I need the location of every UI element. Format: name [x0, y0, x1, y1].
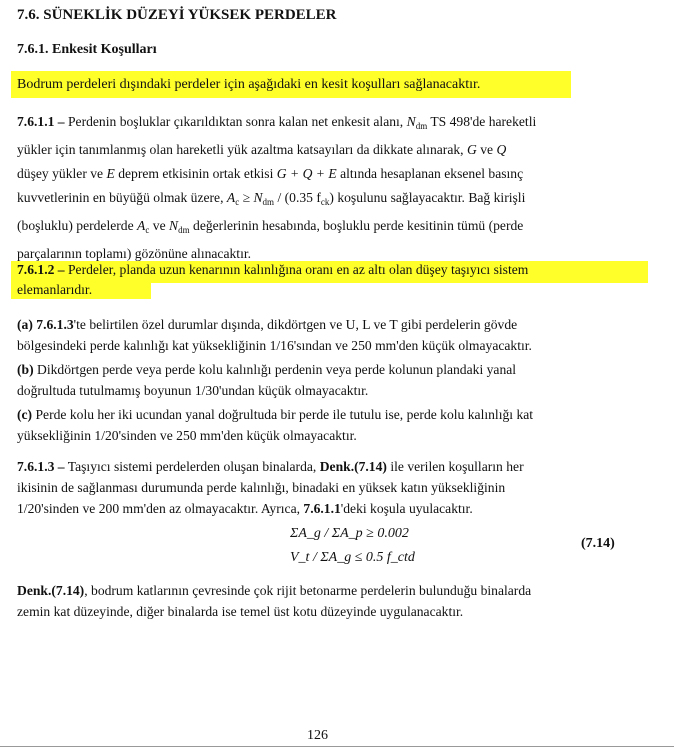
section-title: 7.6. SÜNEKLİK DÜZEYİ YÜKSEK PERDELER: [17, 7, 337, 23]
clause-number: 7.6.1.2 –: [17, 262, 65, 277]
paragraph-7-6-1-3: 7.6.1.3 – Taşıyıcı sistemi perdelerden oluşan binalarda, Denk.(7.14) ile verilen koşulların her ikisinin de sağlanması durumunda perde kalınlığı, binadaki en yüksek katın yüksekliğinin 1/20'sinden ve 200 mm'den az olmayacaktır. Ayrıca, 7.6.1.1'deki koşula uyulacaktır.: [17, 459, 524, 516]
item-c: (c) Perde kolu her iki ucundan yanal doğrultuda bir perde ile tutulu ise, perde kolu kalınlığı kat yüksekliğinin 1/20'sinden ve 250 mm'den küçük olmayacaktır.: [17, 407, 534, 443]
equation-number: (7.14): [581, 536, 615, 551]
paragraph-7-6-1-2: 7.6.1.2 – Perdeler, planda uzun kenarının kalınlığına oranı en az altı olan düşey taşıyıcı sistem elemanlarıdır.: [17, 262, 529, 297]
paragraph-denk-7-14: Denk.(7.14), bodrum katlarının çevresinde çok rijit betonarme perdelerin bulunduğu binalarda zemin kat düzeyinde, diğer binalarda ise temel üst kotu düzeyinde uygulanacaktır.: [17, 583, 532, 619]
bottom-rule: [0, 746, 674, 747]
load-combination: G + Q + E: [276, 166, 337, 181]
clause-number: 7.6.1.1 –: [17, 114, 65, 129]
item-a: (a) 7.6.1.3'te belirtilen özel durumlar dışında, dikdörtgen ve U, L ve T gibi perdelerin gövde bölgesindeki perde kalınlığı kat yüksekliğinin 1/16'sından ve 250 mm'den küçük olmayacaktır.: [17, 317, 532, 353]
clause-number: 7.6.1.3 –: [17, 459, 65, 474]
page-number: 126: [307, 728, 328, 743]
equation-line-2: V_t / ΣA_g ≤ 0.5 f_ctd: [290, 550, 415, 565]
paragraph-7-6-1-1: 7.6.1.1 – Perdenin boşluklar çıkarıldıktan sonra kalan net enkesit alanı, $N_{dm}$ TS 498'de hareketli yükler için tanımlanmış olan hareketli yük azaltma katsayıları da dikkate alınarak, G ve Q düşey yükler ve E deprem etkisinin ortak etkisi G + Q + E altında hesaplanan eksenel basınç kuvvetlerinin en büyüğü olmak üzere, $A_c \ge N_{dm} / (0.35$ $f_{ck}$) koşulunu sağlayacaktır. Bağ kirişli (boşluklu) perdelerde $A_c$ ve $N_{dm}$ değerlerinin hesabında, boşluklu perde kesitinin tümü (perde parçalarının toplamı) gözönüne alınacaktır.: [17, 114, 537, 261]
item-b: (b) Dikdörtgen perde veya perde kolu kalınlığı perdenin veya perde kolunun plandaki yanal doğrultuda tutulmamış boyunun 1/30'undan küçük olmayacaktır.: [17, 362, 517, 398]
axial-load-formula: $A_c \ge N_{dm} / (0.35$ $f_{ck}$): [226, 190, 334, 207]
subsection-title: 7.6.1. Enkesit Koşulları: [17, 42, 157, 57]
intro-highlight: Bodrum perdeleri dışındaki perdeler için aşağıdaki en kesit koşulları sağlanacaktır.: [17, 77, 481, 92]
equation-7-14: [290, 522, 415, 570]
equation-line-1: ΣA_g / ΣA_p ≥ 0.002: [290, 526, 409, 541]
